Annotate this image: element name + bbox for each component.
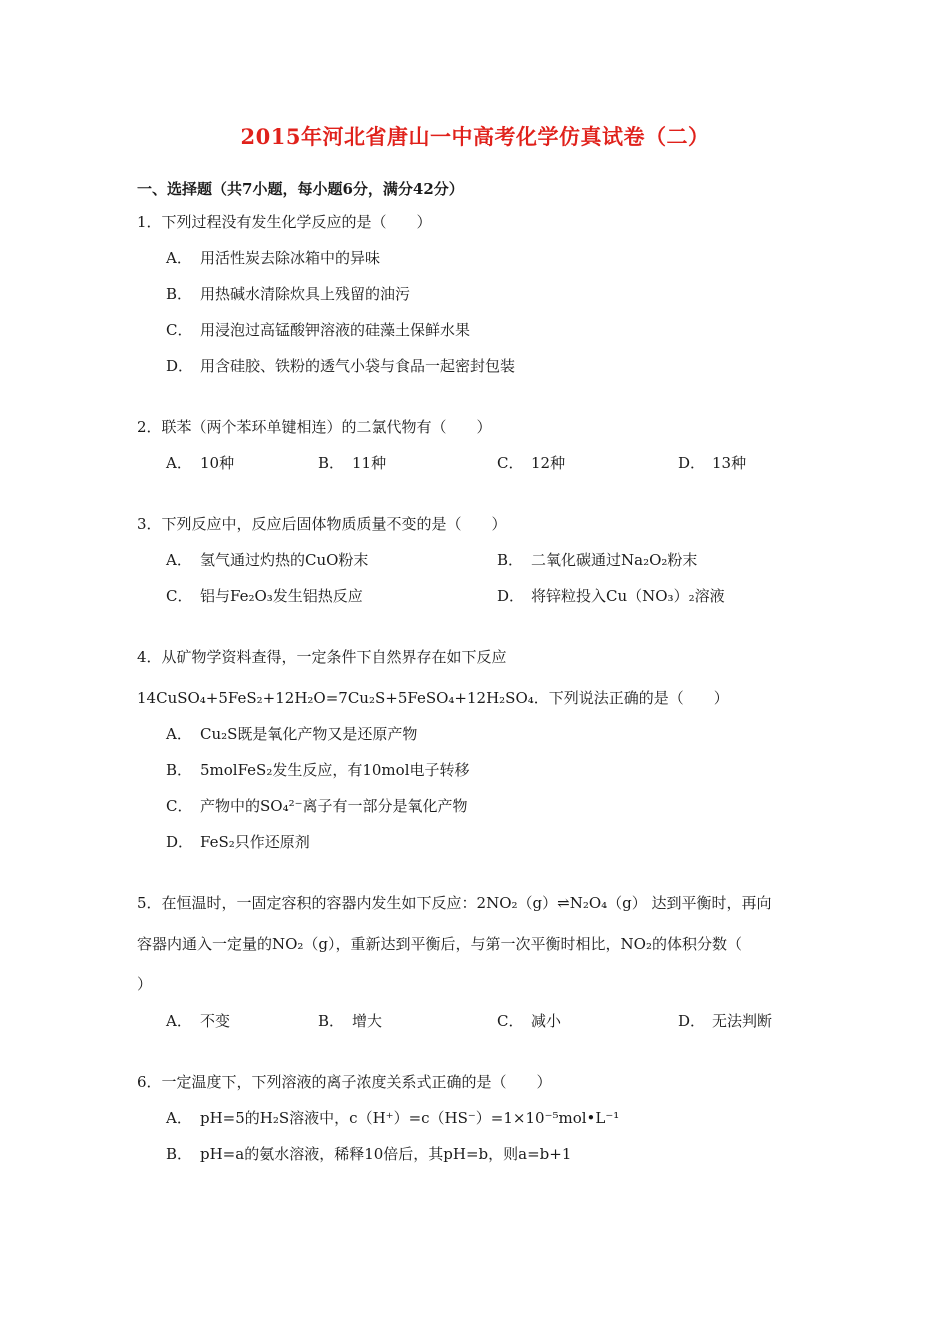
question-2-stem: 2．联苯（两个苯环单键相连）的二氯代物有（ ） [137,418,492,436]
option-text: 用含硅胶、铁粉的透气小袋与食品一起密封包装 [200,357,516,375]
option-label: A． [166,725,192,743]
option-label: D． [166,833,194,851]
option-label: A． [166,1012,192,1030]
option-text: pH=5的H₂S溶液中，c（H⁺）=c（HS⁻）=1×10⁻⁵mol•L⁻¹ [200,1109,620,1127]
option-label: A． [166,249,192,267]
question-3-stem: 3．下列反应中，反应后固体物质质量不变的是（ ） [137,515,507,533]
option-label: B． [166,1145,193,1163]
option-label: D． [166,357,194,375]
option-label: B． [497,551,524,569]
question-4-option-c [166,796,468,816]
option-text: 5molFeS₂发生反应，有10mol电子转移 [200,761,470,779]
option-text: FeS₂只作还原剂 [200,833,310,851]
option-text: 增大 [352,1012,383,1030]
option-label: C． [166,587,193,605]
question-4-option-a [166,724,417,744]
question-1-option-b [166,284,410,304]
question-3-option-b [497,550,697,570]
option-text: 10种 [200,454,235,472]
question-5-stem-line2: 容器内通入一定量的NO₂（g），重新达到平衡后，与第一次平衡时相比，NO₂的体积分数（ [137,935,742,953]
question-1-option-d [166,356,515,376]
question-2-option-b [318,453,386,473]
question-3-option-a [166,550,368,570]
question-3-option-d [497,586,725,606]
option-label: C． [497,454,524,472]
option-text: 铝与Fe₂O₃发生铝热反应 [200,587,363,605]
exam-title: 2015年河北省唐山一中高考化学仿真试卷（二） [240,124,710,149]
section-heading: 一、选择题（共7小题，每小题6分，满分42分） [137,180,464,198]
option-text: 不变 [200,1012,231,1030]
option-text: Cu₂S既是氧化产物又是还原产物 [200,725,418,743]
option-text: 用活性炭去除冰箱中的异味 [200,249,381,267]
option-text: 无法判断 [712,1012,773,1030]
option-label: D． [497,587,525,605]
question-2-option-c [497,453,565,473]
question-4-option-b [166,760,470,780]
question-5-option-a [166,1011,230,1031]
option-text: 13种 [712,454,747,472]
question-2-option-d [678,453,746,473]
option-label: C． [166,321,193,339]
question-3-option-c [166,586,363,606]
option-text: 二氧化碳通过Na₂O₂粉末 [531,551,698,569]
option-label: B． [166,285,193,303]
question-4-stem: 4．从矿物学资料查得，一定条件下自然界存在如下反应 [137,648,507,666]
question-2-option-a [166,453,234,473]
question-6-stem: 6．一定温度下，下列溶液的离子浓度关系式正确的是（ ） [137,1073,552,1091]
option-label: D． [678,1012,706,1030]
option-label: A． [166,551,192,569]
option-text: 用浸泡过高锰酸钾溶液的硅藻土保鲜水果 [200,321,471,339]
question-1-stem: 1．下列过程没有发生化学反应的是（ ） [137,213,432,231]
question-5-option-b [318,1011,382,1031]
question-5-stem: 5．在恒温时，一固定容积的容器内发生如下反应：2NO₂（g）⇌N₂O₄（g） 达到平衡时，再向 [137,894,772,912]
question-5-stem-line3: ） [137,975,153,993]
option-text: 减小 [531,1012,562,1030]
question-5-option-c [497,1011,561,1031]
option-text: 11种 [352,454,387,472]
option-label: B． [166,761,193,779]
question-1-option-a [166,248,380,268]
question-6-option-a [166,1108,619,1128]
option-label: C． [166,797,193,815]
option-label: B． [318,1012,345,1030]
option-label: D． [678,454,706,472]
question-4-option-d [166,832,310,852]
option-text: 12种 [531,454,566,472]
option-text: 用热碱水清除炊具上残留的油污 [200,285,411,303]
option-label: A． [166,454,192,472]
option-text: 产物中的SO₄²⁻离子有一部分是氧化产物 [200,797,468,815]
option-text: 氢气通过灼热的CuO粉末 [200,551,369,569]
question-1-option-c [166,320,470,340]
option-text: 将锌粒投入Cu（NO₃）₂溶液 [531,587,725,605]
question-6-option-b [166,1144,571,1164]
option-label: B． [318,454,345,472]
option-label: C． [497,1012,524,1030]
question-5-option-d [678,1011,772,1031]
question-4-equation: 14CuSO₄+5FeS₂+12H₂O=7Cu₂S+5FeSO₄+12H₂SO₄．下列说法正确的是（ ） [137,689,729,707]
option-text: pH=a的氨水溶液，稀释10倍后，其pH=b，则a=b+1 [200,1145,572,1163]
option-label: A． [166,1109,192,1127]
